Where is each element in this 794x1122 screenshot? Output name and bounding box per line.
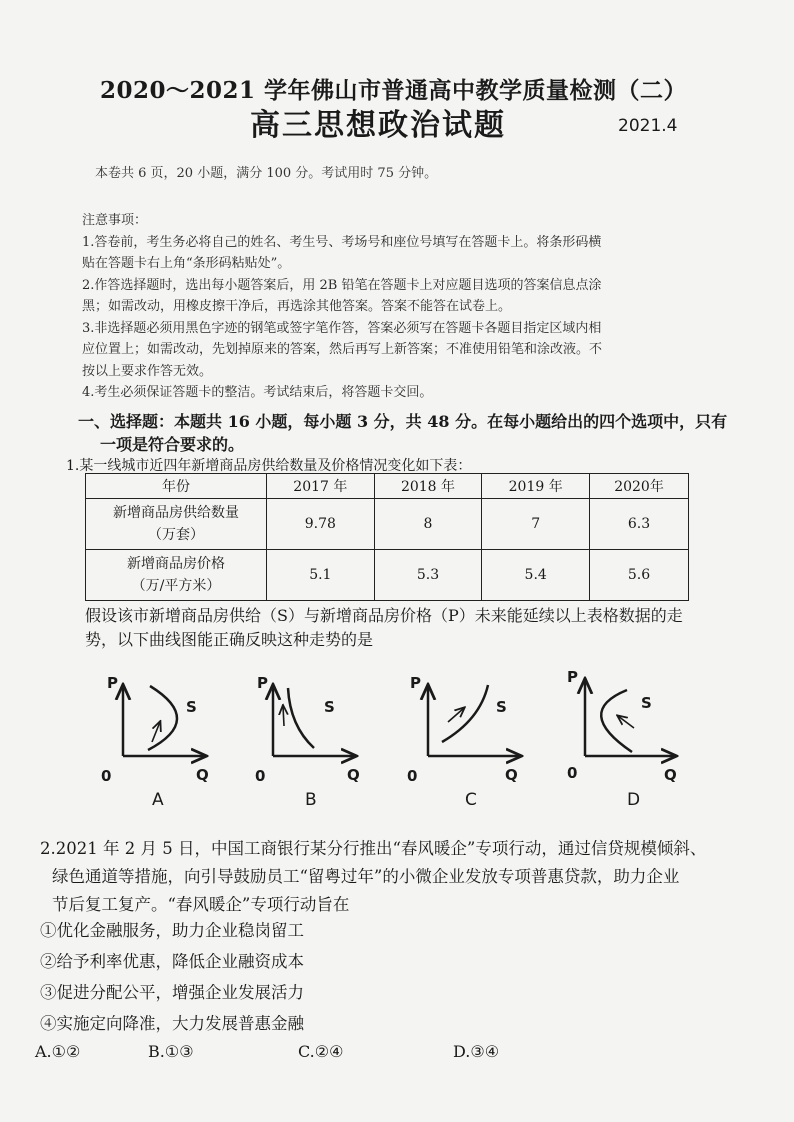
label-o: 0 bbox=[407, 767, 418, 785]
table-cell: 5.3 bbox=[374, 550, 482, 601]
exam-date: 2021.4 bbox=[618, 116, 678, 136]
label-s: S bbox=[324, 698, 335, 716]
question-2-stem bbox=[40, 835, 706, 919]
answer-option-b: B.①③ bbox=[148, 1042, 194, 1061]
notes-line: 2.作答选择题时，选出每小题答案后，用 2B 铅笔在答题卡上对应题目选项的答案信息点涂 bbox=[82, 277, 602, 293]
row-label-unit: （万套） bbox=[148, 527, 204, 543]
notes-line: 黑；如需改动，用橡皮擦干净后，再选涂其他答案。答案不能答在试卷上。 bbox=[82, 299, 512, 314]
label-q: Q bbox=[664, 766, 677, 784]
table-cell: 5.1 bbox=[267, 550, 375, 601]
direction-arrow bbox=[283, 706, 284, 726]
label-s: S bbox=[186, 698, 197, 716]
option-label: B bbox=[305, 790, 317, 810]
notes-line: 4.考生必须保证答题卡的整洁。考试结束后，将答题卡交回。 bbox=[82, 385, 433, 400]
label-o: 0 bbox=[567, 764, 578, 782]
stem-line: 绿色通道等措施，向引导鼓励员工“留粤过年”的小微企业发放专项普惠贷款，助力企业 bbox=[52, 867, 680, 886]
label-p: P bbox=[257, 674, 268, 692]
subject-title: 高三思想政治试题 bbox=[250, 108, 506, 143]
label-q: Q bbox=[347, 766, 360, 784]
section-line: 一项是符合要求的。 bbox=[100, 435, 245, 454]
statement: ④实施定向降准，大力发展普惠金融 bbox=[40, 1014, 304, 1033]
table-cell: 6.3 bbox=[590, 499, 689, 550]
answer-option-a: A.①② bbox=[35, 1042, 81, 1061]
row-label-main: 新增商品房供给数量 bbox=[113, 505, 239, 521]
row-label-unit: （万/平方米） bbox=[131, 578, 221, 594]
exam-meta: 本卷共 6 页，20 小题，满分 100 分。考试用时 75 分钟。 bbox=[95, 166, 438, 181]
curve-s bbox=[442, 685, 488, 742]
direction-arrow bbox=[618, 716, 634, 728]
graph-b bbox=[255, 674, 360, 810]
table-cell: 5.6 bbox=[590, 550, 689, 601]
notes-line: 应位置上；如需改动，先划掉原来的答案，然后再写上新答案；不准使用铅笔和涂改液。不 bbox=[82, 342, 603, 357]
prompt-line: 势，以下曲线图能正确反映这种走势的是 bbox=[85, 630, 374, 649]
notes-line: 1.答卷前，考生务必将自己的姓名、考生号、考场号和座位号填写在答题卡上。将条形码横 bbox=[82, 234, 602, 250]
label-s: S bbox=[641, 694, 652, 712]
question-2-statements bbox=[40, 915, 304, 1039]
statement: ③促进分配公平，增强企业发展活力 bbox=[40, 983, 304, 1002]
label-q: Q bbox=[196, 766, 209, 784]
option-label: A bbox=[152, 790, 164, 810]
notes-line: 贴在答题卡右上角“条形码粘贴处”。 bbox=[82, 256, 291, 271]
graph-c bbox=[407, 674, 520, 810]
statement: ①优化金融服务，助力企业稳岗留工 bbox=[40, 921, 304, 940]
row-label-main: 新增商品房价格 bbox=[127, 556, 225, 572]
direction-arrow bbox=[152, 722, 160, 742]
answer-option-d: D.③④ bbox=[453, 1042, 500, 1061]
table-cell: 9.78 bbox=[267, 499, 375, 550]
label-o: 0 bbox=[255, 767, 266, 785]
statement: ②给予利率优惠，降低企业融资成本 bbox=[40, 952, 304, 971]
question-1-stem: 1.某一线城市近四年新增商品房供给数量及价格情况变化如下表： bbox=[66, 458, 472, 474]
table-header-cell: 2017 年 bbox=[267, 474, 375, 499]
table-header-cell: 2019 年 bbox=[482, 474, 590, 499]
graph-a bbox=[101, 674, 209, 810]
stem-line: 2.2021 年 2 月 5 日，中国工商银行某分行推出“春风暖企”专项行动，通过信贷规模倾斜、 bbox=[40, 839, 707, 858]
prompt-line: 假设该市新增商品房供给（S）与新增商品房价格（P）未来能延续以上表格数据的走 bbox=[85, 606, 683, 625]
table-cell: 8 bbox=[374, 499, 482, 550]
direction-arrow bbox=[448, 708, 464, 722]
notes-heading: 注意事项： bbox=[82, 213, 148, 228]
table-cell: 5.4 bbox=[482, 550, 590, 601]
curve-s bbox=[601, 690, 632, 752]
exam-title: 2020～2021 学年佛山市普通高中教学质量检测（二） bbox=[100, 77, 688, 104]
option-label: C bbox=[465, 790, 477, 810]
label-s: S bbox=[496, 698, 507, 716]
label-p: P bbox=[410, 674, 421, 692]
label-o: 0 bbox=[101, 767, 112, 785]
notes-line: 3.非选择题必须用黑色字迹的钢笔或签字笔作答，答案必须写在答题卡各题目指定区域内相 bbox=[82, 320, 602, 336]
label-p: P bbox=[107, 674, 118, 692]
stem-line: 节后复工复产。“春风暖企”专项行动旨在 bbox=[52, 895, 350, 914]
option-label: D bbox=[627, 790, 641, 810]
table-header-cell: 2018 年 bbox=[374, 474, 482, 499]
section-line: 一、选择题：本题共 16 小题，每小题 3 分，共 48 分。在每小题给出的四个选项中，只有 bbox=[78, 412, 728, 431]
answer-option-c: C.②④ bbox=[298, 1042, 344, 1061]
table-header-cell: 年份 bbox=[86, 474, 267, 499]
curve-s bbox=[288, 688, 314, 748]
table-cell: 7 bbox=[482, 499, 590, 550]
graph-d bbox=[567, 668, 677, 810]
label-p: P bbox=[567, 668, 578, 686]
notes-line: 按以上要求作答无效。 bbox=[82, 363, 213, 379]
table-header-cell: 2020年 bbox=[590, 474, 689, 499]
label-q: Q bbox=[505, 766, 518, 784]
